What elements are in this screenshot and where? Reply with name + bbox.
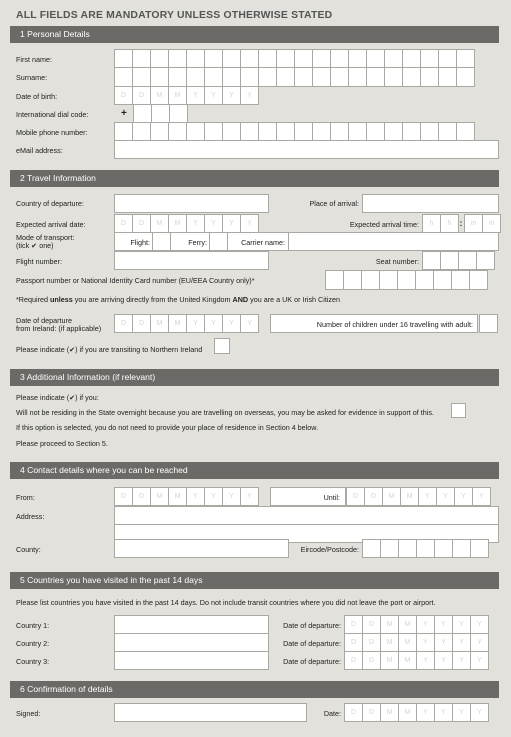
char-cell[interactable]	[361, 270, 380, 290]
ferry-label: Ferry:	[188, 238, 207, 247]
date-cell[interactable]: M	[380, 651, 399, 670]
char-cell[interactable]	[440, 251, 459, 270]
date-cell[interactable]: M	[398, 633, 417, 652]
char-cell[interactable]	[168, 67, 187, 87]
char-cell[interactable]	[343, 270, 362, 290]
section-header-personal-details: 1 Personal Details	[10, 26, 499, 43]
section-header-countries-visited: 5 Countries you have visited in the past 14 days	[10, 572, 499, 589]
date-cell[interactable]: Y	[186, 487, 205, 506]
flight-number-label: Flight number:	[16, 257, 62, 266]
date-cell[interactable]: Y	[434, 615, 453, 634]
date-cell[interactable]: D	[344, 633, 363, 652]
char-cell[interactable]	[312, 67, 331, 87]
char-cell[interactable]	[384, 122, 403, 142]
char-cell[interactable]	[479, 314, 498, 333]
char-cell[interactable]	[402, 67, 421, 87]
date-cell[interactable]: Y	[204, 214, 223, 233]
char-cell[interactable]	[132, 122, 151, 142]
date-cell[interactable]: Y	[434, 703, 453, 722]
char-cell[interactable]	[325, 270, 344, 290]
char-cell[interactable]	[384, 67, 403, 87]
date-cell[interactable]: Y	[416, 651, 435, 670]
char-cell[interactable]	[204, 67, 223, 87]
children-count-field[interactable]	[479, 314, 497, 333]
date-cell[interactable]: M	[150, 314, 169, 333]
date-cell[interactable]: D	[362, 615, 381, 634]
char-cell[interactable]	[420, 67, 439, 87]
expected-arrival-date-label: Expected arrival date:	[16, 220, 86, 229]
from-label: From:	[16, 493, 35, 502]
date-cell[interactable]: Y	[186, 214, 205, 233]
date-cell[interactable]: Y	[452, 651, 471, 670]
date-cell[interactable]: Y	[240, 314, 259, 333]
char-cell[interactable]	[114, 67, 133, 87]
signed-label: Signed:	[16, 709, 41, 718]
date-cell[interactable]: Y	[416, 633, 435, 652]
address-label: Address:	[16, 512, 45, 521]
date-cell[interactable]: M	[380, 703, 399, 722]
char-cell[interactable]	[398, 539, 417, 558]
mode-of-transport-label: Mode of transport:	[16, 233, 75, 242]
date-cell[interactable]: Y	[222, 314, 241, 333]
char-cell[interactable]	[402, 122, 421, 142]
date-cell[interactable]: D	[132, 314, 151, 333]
char-cell[interactable]	[402, 49, 421, 69]
date-cell[interactable]: M	[398, 651, 417, 670]
date-cell[interactable]: M	[150, 86, 169, 105]
date-cell[interactable]: M	[380, 615, 399, 634]
char-cell[interactable]	[438, 122, 457, 142]
char-cell[interactable]	[422, 251, 441, 270]
surname-label: Surname:	[16, 73, 48, 82]
date-cell[interactable]: M	[150, 487, 169, 506]
char-cell[interactable]	[312, 49, 331, 69]
char-cell[interactable]	[469, 270, 488, 290]
char-cell[interactable]	[330, 67, 349, 87]
char-cell[interactable]	[204, 122, 223, 142]
char-cell[interactable]	[452, 539, 471, 558]
char-cell[interactable]	[132, 49, 151, 69]
date-cell[interactable]: Y	[204, 86, 223, 105]
flight-number-field[interactable]	[114, 251, 269, 270]
option-note: If this option is selected, you do not need to provide your place of residence in Section 4 below.	[16, 423, 319, 432]
char-cell[interactable]	[434, 539, 453, 558]
char-cell[interactable]	[348, 49, 367, 69]
date-cell[interactable]: D	[364, 487, 383, 506]
date-cell[interactable]: D	[344, 615, 363, 634]
char-cell[interactable]	[186, 49, 205, 69]
char-cell[interactable]	[240, 122, 259, 142]
date-of-birth-label: Date of birth:	[16, 92, 58, 101]
date-cell[interactable]: Y	[204, 487, 223, 506]
overnight-checkbox[interactable]	[451, 403, 466, 418]
date-cell[interactable]: D	[132, 487, 151, 506]
time-cell[interactable]: h	[440, 214, 459, 233]
char-cell[interactable]	[150, 67, 169, 87]
plus-sign: +	[121, 108, 127, 119]
char-cell[interactable]	[258, 122, 277, 142]
overnight-label: Will not be residing in the State overnight because you are travelling on overseas, you may be asked for evidence in support of this.	[16, 408, 434, 417]
char-cell[interactable]	[420, 122, 439, 142]
carrier-name-field[interactable]	[288, 232, 499, 251]
date-cell[interactable]: Y	[434, 633, 453, 652]
date-of-departure-field[interactable]	[114, 314, 258, 333]
char-cell[interactable]	[294, 67, 313, 87]
date-cell[interactable]: Y	[452, 703, 471, 722]
char-cell[interactable]	[348, 122, 367, 142]
email-label: eMail address:	[16, 146, 63, 155]
email-field[interactable]	[114, 140, 499, 159]
char-cell[interactable]	[240, 49, 259, 69]
section-header-additional-information: 3 Additional Information (if relevant)	[10, 369, 499, 386]
date-cell[interactable]: D	[132, 86, 151, 105]
section-header-confirmation: 6 Confirmation of details	[10, 681, 499, 698]
char-cell[interactable]	[168, 122, 187, 142]
place-of-arrival-label: Place of arrival:	[309, 199, 359, 208]
char-cell[interactable]	[470, 539, 489, 558]
date-cell[interactable]: Y	[470, 633, 489, 652]
time-cell[interactable]: m	[464, 214, 483, 233]
date-cell[interactable]: Y	[416, 615, 435, 634]
char-cell[interactable]	[451, 270, 470, 290]
expected-arrival-date-field[interactable]	[114, 214, 258, 233]
expected-arrival-time-field[interactable]	[422, 214, 500, 233]
countries-intro: Please list countries you have visited in the past 14 days. Do not include transit countries where you did not leave the port or airport.	[16, 598, 436, 607]
first-name-field[interactable]	[114, 49, 474, 69]
required-note: *Required unless you are arriving directly from the United Kingdom AND you are a UK or Irish Citizen	[16, 295, 341, 304]
char-cell[interactable]	[420, 49, 439, 69]
char-cell[interactable]	[366, 67, 385, 87]
char-cell[interactable]	[362, 539, 381, 558]
country-2-departure-date[interactable]	[344, 633, 488, 652]
char-cell[interactable]	[169, 104, 188, 123]
date-cell[interactable]: Y	[434, 651, 453, 670]
dial-code-label: International dial code:	[16, 110, 89, 119]
country-3-departure-label: Date of departure:	[283, 657, 341, 666]
date-cell[interactable]: Y	[452, 633, 471, 652]
date-cell[interactable]: D	[114, 86, 133, 105]
date-cell[interactable]: D	[362, 703, 381, 722]
date-cell[interactable]: D	[132, 214, 151, 233]
char-cell[interactable]	[204, 49, 223, 69]
date-of-birth-field[interactable]	[114, 86, 258, 105]
country-1-departure-label: Date of departure:	[283, 621, 341, 630]
char-cell[interactable]	[222, 49, 241, 69]
country-2-departure-label: Date of departure:	[283, 639, 341, 648]
date-cell[interactable]: Y	[186, 86, 205, 105]
date-cell[interactable]: D	[362, 651, 381, 670]
char-cell[interactable]	[458, 251, 477, 270]
flight-checkbox[interactable]	[152, 232, 171, 251]
char-cell[interactable]	[456, 49, 475, 69]
until-date-field[interactable]	[346, 487, 490, 506]
country-1-departure-date[interactable]	[344, 615, 488, 634]
char-cell[interactable]	[132, 67, 151, 87]
char-cell[interactable]	[222, 67, 241, 87]
char-cell[interactable]	[294, 122, 313, 142]
county-field[interactable]	[114, 539, 289, 558]
until-label: Until:	[323, 493, 340, 502]
char-cell[interactable]	[114, 122, 133, 142]
date-cell[interactable]: M	[398, 615, 417, 634]
date-cell[interactable]: D	[362, 633, 381, 652]
char-cell[interactable]	[114, 49, 133, 69]
date-cell[interactable]: Y	[222, 214, 241, 233]
date-cell[interactable]: Y	[470, 651, 489, 670]
time-separator: :	[459, 219, 463, 228]
country-2-label: Country 2:	[16, 639, 50, 648]
confirm-date-field[interactable]	[344, 703, 488, 722]
seat-number-label: Seat number:	[375, 257, 419, 266]
date-cell[interactable]: Y	[416, 703, 435, 722]
country-1-label: Country 1:	[16, 621, 50, 630]
char-cell[interactable]	[276, 122, 295, 142]
char-cell[interactable]	[384, 49, 403, 69]
date-cell[interactable]: M	[382, 487, 401, 506]
date-cell[interactable]: Y	[436, 487, 455, 506]
dial-code-field[interactable]	[133, 104, 187, 123]
place-of-arrival-field[interactable]	[362, 194, 499, 213]
char-cell[interactable]	[380, 539, 399, 558]
children-count-label: Number of children under 16 travelling with adult:	[316, 320, 473, 329]
first-name-label: First name:	[16, 55, 52, 64]
date-cell[interactable]: Y	[204, 314, 223, 333]
char-cell[interactable]	[456, 122, 475, 142]
char-cell[interactable]	[133, 104, 152, 123]
char-cell[interactable]	[258, 67, 277, 87]
tick-one-label: (tick ✔ one)	[16, 241, 54, 250]
date-cell[interactable]: D	[114, 214, 133, 233]
section-header-travel-information: 2 Travel Information	[10, 170, 499, 187]
expected-arrival-time-label: Expected arrival time:	[349, 220, 419, 229]
char-cell[interactable]	[366, 49, 385, 69]
confirm-date-label: Date:	[323, 709, 341, 718]
county-label: County:	[16, 545, 41, 554]
char-cell[interactable]	[438, 49, 457, 69]
time-cell[interactable]: m	[482, 214, 501, 233]
char-cell[interactable]	[379, 270, 398, 290]
date-cell[interactable]: D	[344, 703, 363, 722]
date-cell[interactable]: Y	[222, 487, 241, 506]
transiting-northern-ireland-checkbox[interactable]	[214, 338, 230, 354]
time-cell[interactable]: h	[422, 214, 441, 233]
seat-number-field[interactable]	[422, 251, 494, 270]
date-cell[interactable]: Y	[418, 487, 437, 506]
country-1-field[interactable]	[114, 615, 269, 634]
country-2-field[interactable]	[114, 633, 269, 652]
page-title: ALL FIELDS ARE MANDATORY UNLESS OTHERWISE STATED	[16, 10, 333, 21]
char-cell[interactable]	[416, 539, 435, 558]
char-cell[interactable]	[150, 122, 169, 142]
eircode-field[interactable]	[362, 539, 488, 558]
char-cell[interactable]	[415, 270, 434, 290]
date-cell[interactable]: Y	[454, 487, 473, 506]
flight-label: Flight:	[130, 238, 150, 247]
date-cell[interactable]: D	[114, 314, 133, 333]
from-ireland-label: from Ireland: (if applicable)	[16, 324, 102, 333]
carrier-name-label: Carrier name:	[241, 238, 285, 247]
char-cell[interactable]	[294, 49, 313, 69]
date-cell[interactable]: M	[398, 703, 417, 722]
indicate-label: Please indicate (✔) if you:	[16, 393, 99, 402]
date-cell[interactable]: M	[150, 214, 169, 233]
date-cell[interactable]: M	[168, 314, 187, 333]
date-cell[interactable]: Y	[472, 487, 491, 506]
section-header-contact-details: 4 Contact details where you can be reached	[10, 462, 499, 479]
date-cell[interactable]: Y	[470, 703, 489, 722]
char-cell[interactable]	[330, 49, 349, 69]
char-cell[interactable]	[438, 67, 457, 87]
char-cell[interactable]	[348, 67, 367, 87]
country-3-departure-date[interactable]	[344, 651, 488, 670]
date-cell[interactable]: Y	[240, 487, 259, 506]
mobile-phone-field[interactable]	[114, 122, 474, 142]
char-cell[interactable]	[456, 67, 475, 87]
char-cell[interactable]	[397, 270, 416, 290]
char-cell[interactable]	[222, 122, 241, 142]
date-cell[interactable]: M	[400, 487, 419, 506]
signature-field[interactable]	[114, 703, 307, 722]
date-of-departure-label: Date of departure	[16, 316, 72, 325]
date-cell[interactable]: M	[380, 633, 399, 652]
char-cell[interactable]	[276, 67, 295, 87]
char-cell[interactable]	[433, 270, 452, 290]
date-cell[interactable]: M	[168, 86, 187, 105]
ferry-checkbox[interactable]	[209, 232, 228, 251]
char-cell[interactable]	[186, 67, 205, 87]
char-cell[interactable]	[312, 122, 331, 142]
char-cell[interactable]	[276, 49, 295, 69]
char-cell[interactable]	[150, 49, 169, 69]
transiting-northern-ireland-label: Please indicate (✔) if you are transiting to Northern Ireland	[16, 345, 203, 354]
date-cell[interactable]: D	[346, 487, 365, 506]
char-cell[interactable]	[258, 49, 277, 69]
from-date-field[interactable]	[114, 487, 258, 506]
country-of-departure-label: Country of departure:	[16, 199, 84, 208]
date-cell[interactable]: D	[114, 487, 133, 506]
char-cell[interactable]	[168, 49, 187, 69]
char-cell[interactable]	[240, 67, 259, 87]
date-cell[interactable]: M	[168, 214, 187, 233]
char-cell[interactable]	[151, 104, 170, 123]
date-cell[interactable]: M	[168, 487, 187, 506]
surname-field[interactable]	[114, 67, 474, 87]
char-cell[interactable]	[476, 251, 495, 270]
mobile-phone-label: Mobile phone number:	[16, 128, 88, 137]
char-cell[interactable]	[330, 122, 349, 142]
passport-number-field[interactable]	[325, 270, 487, 290]
char-cell[interactable]	[366, 122, 385, 142]
eircode-label: Eircode/Postcode:	[300, 545, 359, 554]
date-cell[interactable]: Y	[240, 214, 259, 233]
char-cell[interactable]	[186, 122, 205, 142]
country-3-label: Country 3:	[16, 657, 50, 666]
proceed-note: Please proceed to Section 5.	[16, 439, 108, 448]
date-cell[interactable]: Y	[470, 615, 489, 634]
date-cell[interactable]: D	[344, 651, 363, 670]
address-line-1[interactable]	[114, 506, 499, 525]
date-cell[interactable]: Y	[240, 86, 259, 105]
date-cell[interactable]: Y	[222, 86, 241, 105]
date-cell[interactable]: Y	[452, 615, 471, 634]
passport-number-label: Passport number or National Identity Card number (EU/EEA Country only)*	[16, 276, 255, 285]
date-cell[interactable]: Y	[186, 314, 205, 333]
country-of-departure-field[interactable]	[114, 194, 269, 213]
country-3-field[interactable]	[114, 651, 269, 670]
